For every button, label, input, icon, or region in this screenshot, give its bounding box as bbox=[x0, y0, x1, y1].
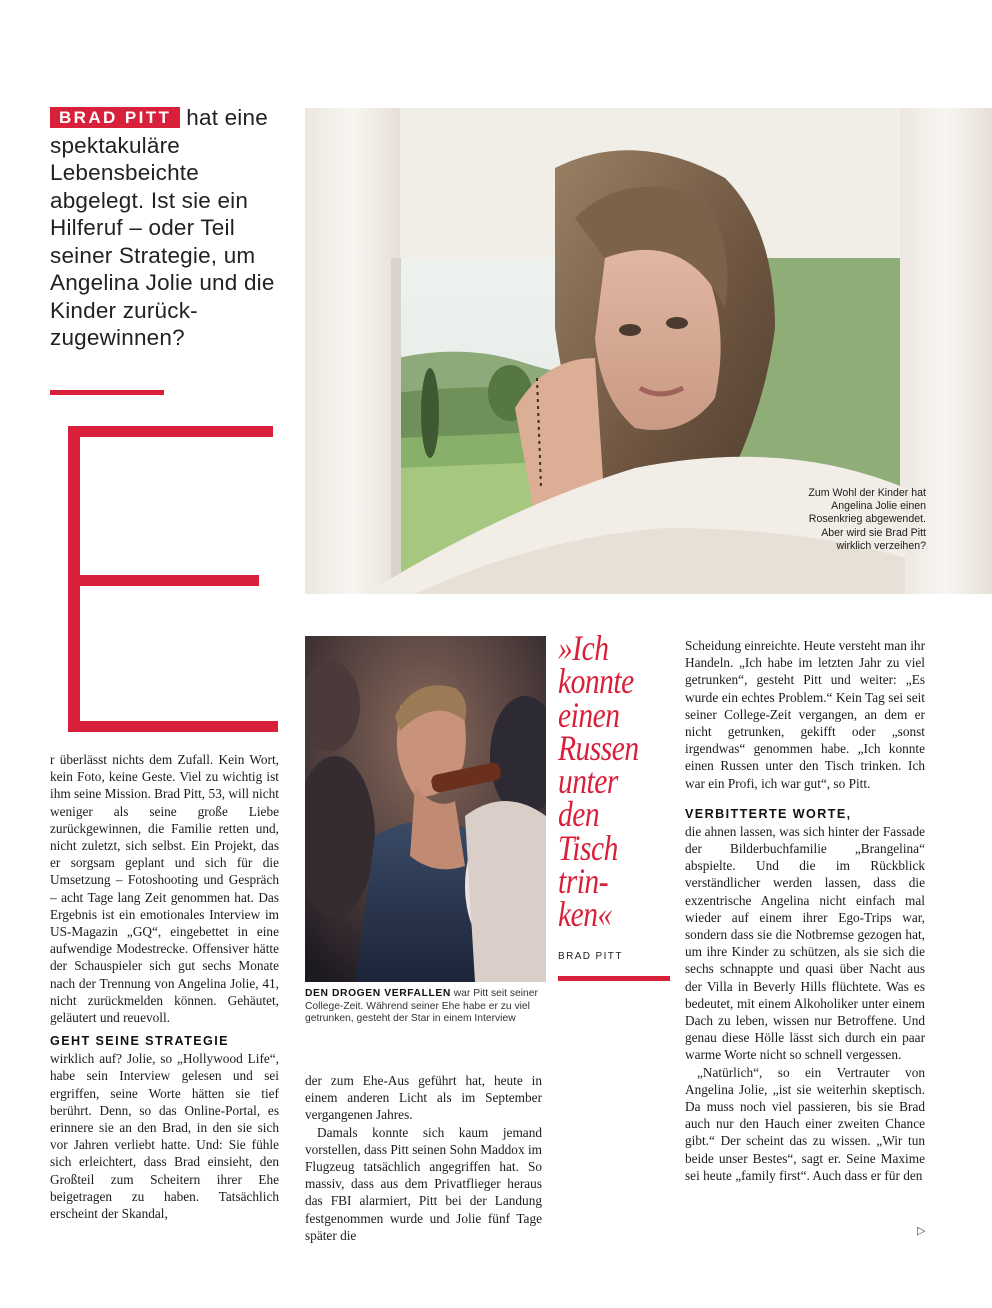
intro-rule bbox=[50, 390, 164, 395]
paragraph: wirklich auf? Jolie, so „Hollywood Life“, habe sein Interview gelesen und sei ergriffen, seine Worte hätten sie tief berührt. Denn, so das Online-Portal, es erinnere sie an den Brad, in den sie sich vor Jahren verliebt hatte. Und: Sie fühle sich erleichtert, dass Brad einsieht, den Großteil zum Scheitern ihrer Ehe beigetragen zu haben. Tatsächlich erscheint der Skandal, bbox=[50, 1051, 279, 1222]
caption-text: war Pitt seit seiner College-Zeit. Während seiner Ehe habe er zu viel getrunken, gesteht der Star in einem Interview bbox=[305, 988, 538, 1024]
continue-arrow-icon: ▷ bbox=[917, 1224, 926, 1237]
lead-body: hat eine spektakuläre Lebensbeichte abgelegt. Ist sie ein Hilferuf – oder Teil seiner Strategie, um Angelina Jolie und die Kinder zurückzugewinnen? bbox=[50, 105, 275, 350]
bar-photo bbox=[305, 636, 546, 982]
bar-photo-caption bbox=[305, 988, 545, 1026]
body-column-2 bbox=[305, 1072, 542, 1244]
paragraph: die ahnen lassen, was sich hinter der Fassade der Bilderbuchfamilie „Brangelina“ abspielte. Und die im Rückblick verständlicher werden lassen, dass die exzentrische Angelina nicht einfach mal wieder auf einem ihrer Ego-Trips war, sondern dass sie die Notbremse gezogen hat, um ihre Kinder zu schützen, als sie sich die sechs schnappte und quasi über Nacht aus der Villa in Beverly Hills flüchtete. Was es bedeutet, mit einem Alkoholiker unter einem Dach zu leben, wissen nur Betroffene. Und genau diese Hölle lässt sich durch ein paar warme Worte nicht so schnell vergessen. bbox=[685, 823, 925, 1063]
caption-bold-lead: DEN DROGEN VERFALLEN bbox=[305, 988, 451, 999]
kicker-label: BRAD PITT bbox=[50, 107, 180, 128]
paragraph: „Natürlich“, so ein Vertrauter von Angelina Jolie, „ist sie weiterhin skeptisch. Da muss noch viel passieren, bis sie Brad auch nur den Hauch einer zweiten Chance gibt.“ Der scheint das zu wissen. „Wir tun beide unser Bestes“, sagt er. Seine Maxime sei heute „family first“. Auch dass er für den bbox=[685, 1064, 925, 1183]
pull-quote: »Ich konnte einen Russen unter den Tisch trinken« bbox=[558, 628, 639, 935]
hero-photo-caption: Zum Wohl der Kinder hat Angelina Jolie einen Rosenkrieg abgewendet. Aber wird sie Brad Pitt wirklich verzeihen? bbox=[808, 487, 926, 552]
subhead: VERBITTERTE WORTE, bbox=[685, 806, 852, 821]
pull-quote-source: BRAD PITT bbox=[558, 951, 623, 962]
body-column-1 bbox=[50, 751, 279, 1222]
paragraph: r überlässt nichts dem Zufall. Kein Wort, kein Foto, keine Geste. Viel zu wichtig ist ihm seine Mission. Brad Pitt, 53, will nicht weniger als seine große Liebe zurückgewinnen, die Familie retten und, nicht zuletzt, sich selbst. Ein Projekt, das er sorgsam geplant und sich für die Umsetzung – Fotoshooting und Gespräch – acht Tage lang Zeit genommen hat. Das Ergebnis ist ein emotionales Interview im US-Magazin „GQ“, eingebettet in eine aufwendige Modestrecke. Offensiver hätte der Schauspieler sich gut sechs Monate nach der Trennung von Angelina Jolie, 41, nicht zurückmelden können. Gehäutet, geläutert und reuevoll. bbox=[50, 752, 280, 1026]
drop-cap-e bbox=[50, 426, 278, 732]
paragraph: Damals konnte sich kaum jemand vorstellen, dass Pitt seinen Sohn Maddox im Flugzeug tatsächlich angegriffen hat. So massiv, dass aus dem Privatflieger heraus das FBI alarmiert, Pitt bei der Landung festgenommen wurde und Jolie fünf Tage später die bbox=[305, 1124, 542, 1243]
quote-rule bbox=[558, 976, 670, 981]
subhead: GEHT SEINE STRATEGIE bbox=[50, 1034, 229, 1049]
body-column-3 bbox=[685, 637, 925, 1184]
paragraph: der zum Ehe-Aus geführt hat, heute in einem anderen Licht als im September vergangenen Jahres. bbox=[305, 1073, 542, 1123]
lead-text bbox=[50, 104, 298, 352]
paragraph: Scheidung einreichte. Heute versteht man ihr Handeln. „Ich habe im letzten Jahr zu viel getrunken“, gesteht Pitt und weiter: „Es wurde ein echtes Problem.“ Kein Tag sei seit seiner College-Zeit vergangen, an dem er nicht getrunken, gekifft oder „sonst irgendwas“ genommen habe. „Ich konnte einen Russen unter den Tisch trinken. Ich war ein Profi, ich war gut“, so Pitt. bbox=[685, 638, 925, 791]
